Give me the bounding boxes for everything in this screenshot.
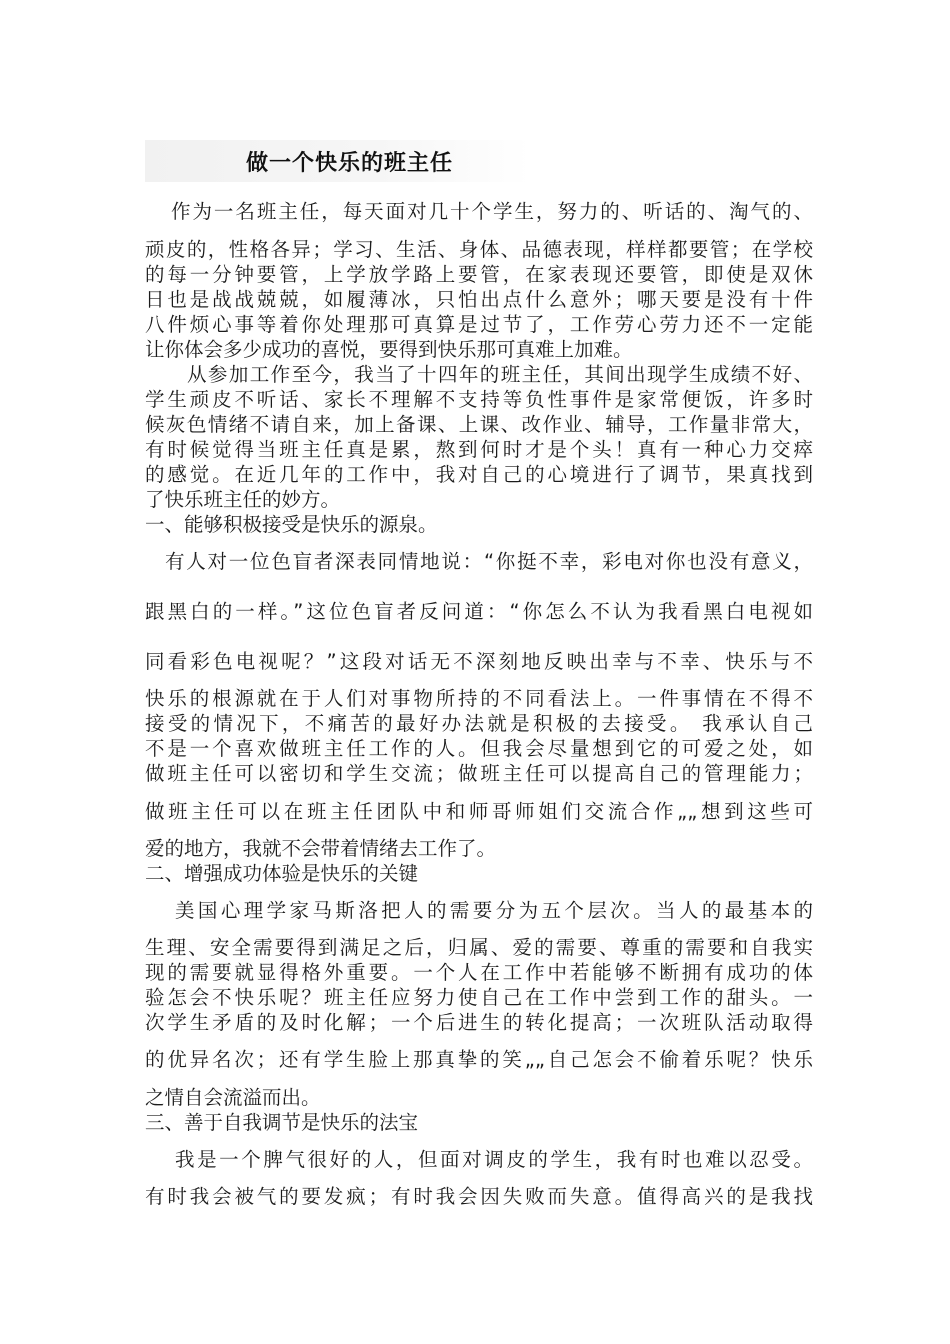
text-line: 有时我会被气的要发疯；有时我会因失败而失意。值得高兴的是我找: [145, 1185, 813, 1208]
text-line: 作为一名班主任，每天面对几十个学生，努力的、听话的、淘气的、: [171, 200, 813, 223]
text-line: 的感觉。在近几年的工作中，我对自己的心境进行了调节，果真找到: [145, 463, 813, 486]
text-line: 次学生矛盾的及时化解；一个后进生的转化提高；一次班队活动取得: [145, 1011, 813, 1034]
text-line: 让你体会多少成功的喜悦，要得到快乐那可真难上加难。: [145, 338, 633, 361]
text-line: 有时候觉得当班主任真是累，熬到何时才是个头！真有一种心力交瘁: [145, 438, 813, 461]
text-line: 生理、安全需要得到满足之后，归属、爱的需要、尊重的需要和自我实: [145, 936, 813, 959]
text-line: 顽皮的，性格各异；学习、生活、身体、品德表现，样样都要管；在学校: [145, 238, 813, 261]
section-heading-1: 一、能够积极接受是快乐的源泉。: [145, 513, 438, 536]
section-heading-2: 二、增强成功体验是快乐的关键: [145, 862, 419, 885]
text-line: 从参加工作至今，我当了十四年的班主任，其间出现学生成绩不好、: [187, 363, 813, 386]
text-line: 验怎会不快乐呢？班主任应努力使自己在工作中尝到工作的甜头。一: [145, 986, 813, 1009]
text-line: 日也是战战兢兢，如履薄冰，只怕出点什么意外；哪天要是没有十件: [145, 288, 813, 311]
text-line: 爱的地方，我就不会带着情绪去工作了。: [145, 837, 497, 860]
text-line: 不是一个喜欢做班主任工作的人。但我会尽量想到它的可爱之处，如: [145, 737, 813, 760]
text-line: 之情自会流溢而出。: [145, 1086, 321, 1109]
text-line: 的每一分钟要管，上学放学路上要管，在家表现还要管，即使是双休: [145, 263, 813, 286]
text-line: 接受的情况下，不痛苦的最好办法就是积极的去接受。 我承认自己: [145, 712, 813, 735]
text-line: 学生顽皮不听话、家长不理解不支持等负性事件是家常便饭，许多时: [145, 388, 813, 411]
text-line: 了快乐班主任的妙方。: [145, 488, 341, 511]
text-line: 我是一个脾气很好的人，但面对调皮的学生，我有时也难以忍受。: [175, 1148, 813, 1171]
text-line: 做班主任可以密切和学生交流；做班主任可以提高自己的管理能力；: [145, 762, 813, 785]
text-line: 现的需要就显得格外重要。一个人在工作中若能够不断拥有成功的体: [145, 961, 813, 984]
text-line: 有人对一位色盲者深表同情地说：“你挺不幸，彩电对你也没有意义，: [165, 550, 813, 573]
text-line: 快乐的根源就在于人们对事物所持的不同看法上。一件事情在不得不: [145, 687, 813, 710]
text-line: 跟黑白的一样。”这位色盲者反问道：“你怎么不认为我看黑白电视如: [145, 600, 813, 623]
text-line: 美国心理学家马斯洛把人的需要分为五个层次。当人的最基本的: [175, 899, 813, 922]
section-heading-3: 三、善于自我调节是快乐的法宝: [145, 1111, 419, 1134]
text-line: 做班主任可以在班主任团队中和师哥师姐们交流合作„„想到这些可: [145, 800, 813, 823]
text-line: 同看彩色电视呢？”这段对话无不深刻地反映出幸与不幸、快乐与不: [145, 650, 813, 673]
text-line: 候灰色情绪不请自来，加上备课、上课、改作业、辅导，工作量非常大，: [145, 413, 813, 436]
text-line: 的优异名次；还有学生脸上那真挚的笑„„自己怎会不偷着乐呢？快乐: [145, 1048, 813, 1071]
text-line: 八件烦心事等着你处理那可真算是过节了，工作劳心劳力还不一定能: [145, 313, 813, 336]
document-title: 做一个快乐的班主任: [246, 151, 454, 176]
